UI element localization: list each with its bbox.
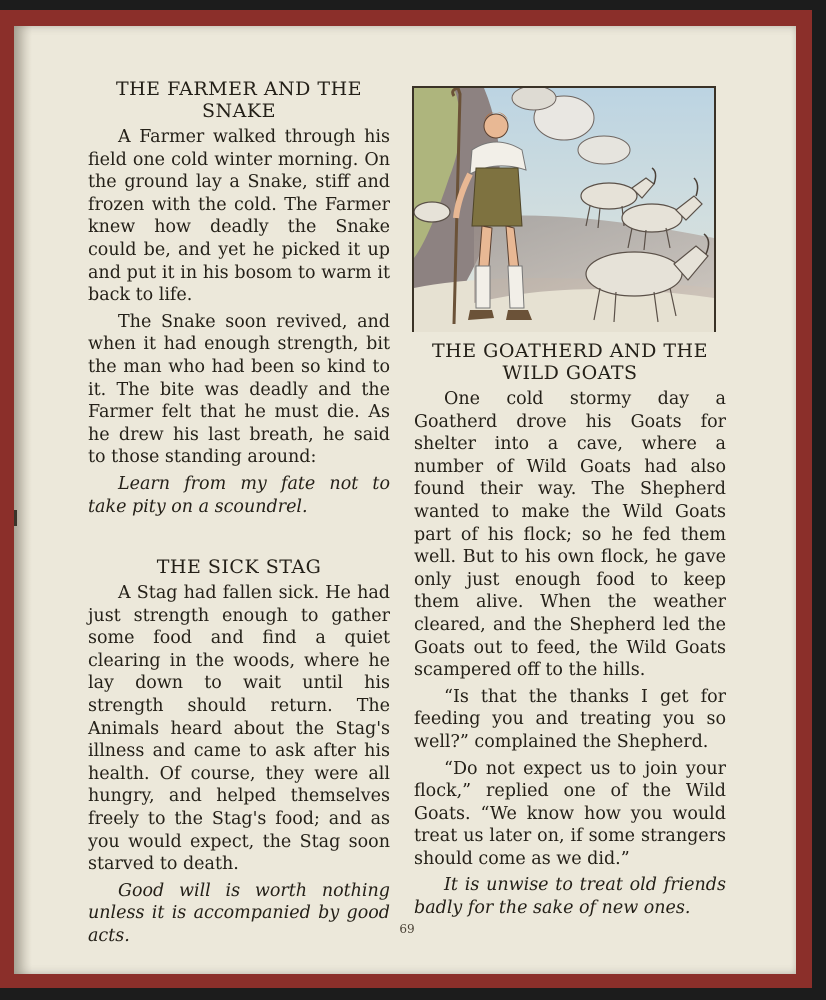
- fable-paragraph: “Is that the thanks I get for feeding you and treating you so well?” complained the Shepherd.: [414, 686, 726, 752]
- page-edge-mark: [14, 510, 17, 526]
- fable-goatherd-and-wild-goats: [414, 340, 726, 920]
- goatherd-illustration: [412, 86, 716, 332]
- section-spacer: [88, 522, 390, 556]
- page-number: 69: [399, 922, 415, 936]
- page-gutter: [14, 26, 32, 974]
- left-column: [88, 78, 390, 952]
- fable-paragraph: “Do not expect us to join your flock,” replied one of the Wild Goats. “We know how you would treat us later on, if some strangers should come as we did.”: [414, 758, 726, 869]
- fable-paragraph: A Stag had fallen sick. He had just strength enough to gather some food and find a quiet clearing in the woods, where he lay down to wait until his strength should return. The Animals heard about the Stag's illness and came to ask after his health. Of course, they were all hungry, and helped themselves freely to the Stag's food; and as you would expect, the Stag soon starved to death.: [88, 583, 390, 875]
- fable-title: THE FARMER AND THE SNAKE: [115, 78, 363, 122]
- fable-paragraph: A Farmer walked through his field one cold winter morning. On the ground lay a Snake, stiff and frozen with the cold. The Farmer knew how deadly the Snake could be, and yet he picked it up and put it in his bosom to warm it back to life.: [88, 127, 390, 306]
- fable-title: THE GOATHERD AND THE WILD GOATS: [431, 340, 708, 384]
- fable-moral: It is unwise to treat old friends badly for the sake of new ones.: [414, 875, 726, 919]
- fable-moral: Good will is worth nothing unless it is accompanied by good acts.: [88, 880, 390, 946]
- goatherd-illustration-image: [414, 88, 714, 332]
- book-page: [14, 26, 796, 974]
- fable-title: THE SICK STAG: [156, 556, 322, 579]
- fable-moral: Learn from my fate not to take pity on a scoundrel.: [88, 473, 390, 517]
- fable-paragraph: The Snake soon revived, and when it had enough strength, bit the man who had been so kind to it. The bite was deadly and the Farmer felt that he must die. As he drew his last breath, he said to those standing around:: [88, 311, 390, 468]
- fable-paragraph: One cold stormy day a Goatherd drove his Goats for shelter into a cave, where a number of Wild Goats had also found their way. The Shepherd wanted to make the Wild Goats part of his flock; so he fed them well. But to his own flock, he gave only just enough food to keep them alive. When the weather cleared, and the Shepherd led the Goats out to feed, the Wild Goats scampered off to the hills.: [414, 389, 726, 681]
- fable-sick-stag: [88, 556, 390, 948]
- fable-farmer-and-snake: [88, 78, 390, 518]
- right-column: [414, 340, 726, 924]
